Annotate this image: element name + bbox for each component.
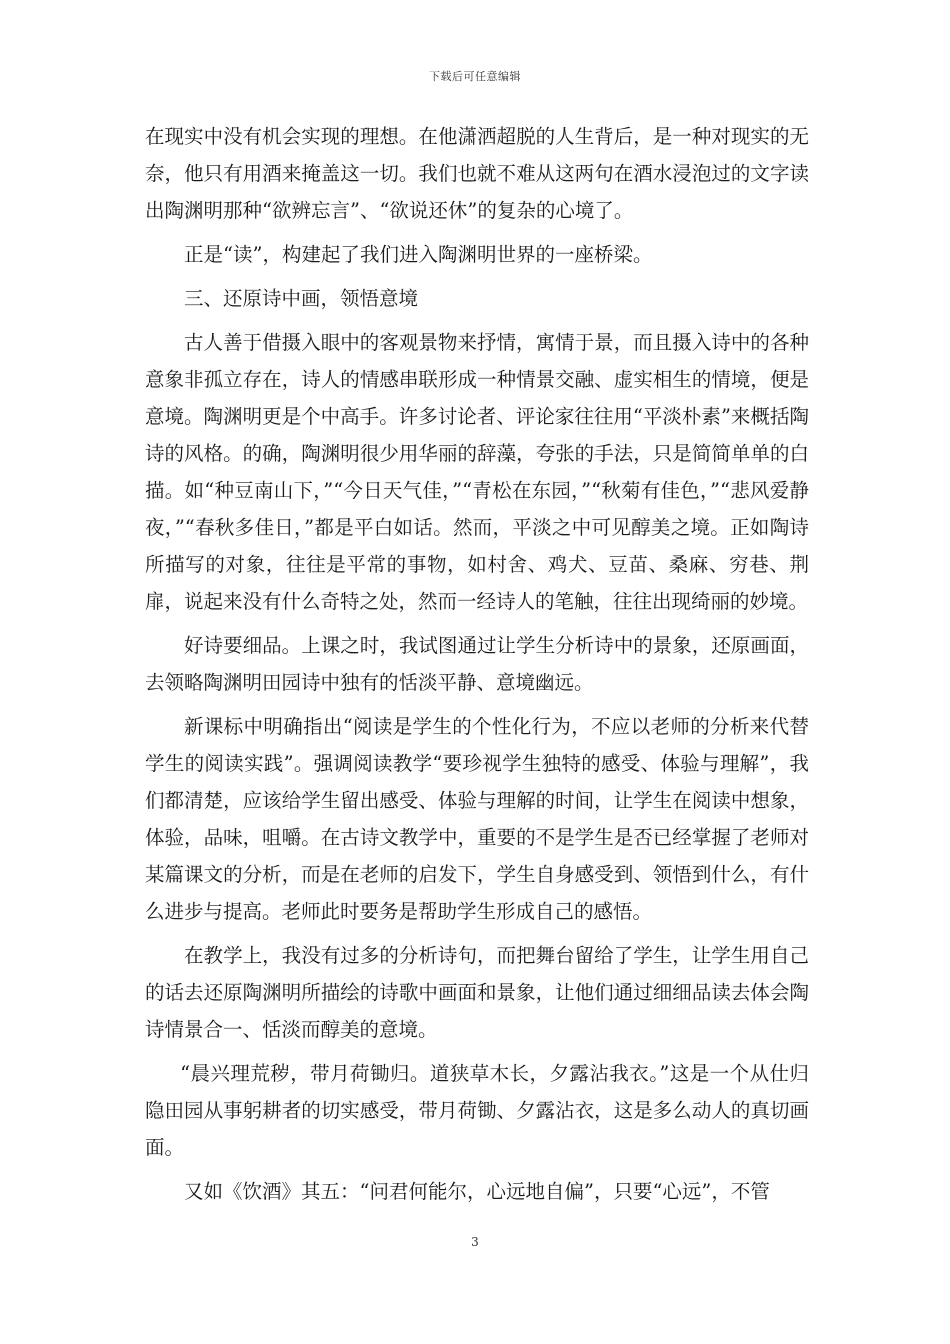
section-heading: 三、还原诗中画，领悟意境	[184, 287, 419, 310]
paragraph: “晨兴理荒秽，带月荷锄归。道狭草木长，夕露沾我衣。”这是一个从仕归隐田园从事躬耕者的切实感受，带月荷锄、夕露沾衣，这是多么动人的真切画面。	[145, 1062, 809, 1159]
paragraph: 正是“读”，构建起了我们进入陶渊明世界的一座桥梁。	[184, 243, 653, 266]
document-body	[145, 118, 809, 1217]
page-number: 3	[471, 1235, 479, 1249]
paragraph: 古人善于借摄入眼中的客观景物来抒情，寓情于景，而且摄入诗中的各种意象非孤立存在，诗人的情感串联形成一种情景交融、虚实相生的情境，便是意境。陶渊明更是个中高手。许多讨论者、评论家往往用“平淡朴素”来概括陶诗的风格。的确，陶渊明很少用华丽的辞藻，夸张的手法，只是简简单单的白描。如“种豆南山下，”“今日天气佳，”“青松在东园，”“秋菊有佳色，”“悲风爱静夜，”“春秋多佳日，”都是平白如话。然而，平淡之中可见醇美之境。正如陶诗所描写的对象，往往是平常的事物，如村舍、鸡犬、豆苗、桑麻、穷巷、荆扉，说起来没有什么奇特之处，然而一经诗人的笔触，往往出现绮丽的妙境。	[145, 331, 809, 613]
page-header: 下载后可任意编辑	[429, 70, 521, 83]
paragraph: 好诗要细品。上课之时，我试图通过让学生分析诗中的景象，还原画面，去领略陶渊明田园诗中独有的恬淡平静、意境幽远。	[145, 634, 809, 694]
paragraph: 新课标中明确指出“阅读是学生的个性化行为，不应以老师的分析来代替学生的阅读实践”。强调阅读教学“要珍视学生独特的感受、体验与理解”，我们都清楚，应该给学生留出感受、体验与理解的时间，让学生在阅读中想象，体验，品味，咀嚼。在古诗文教学中，重要的不是学生是否已经掌握了老师对某篇课文的分析，而是在老师的启发下，学生自身感受到、领悟到什么，有什么进步与提高。老师此时要务是帮助学生形成自己的感悟。	[145, 715, 809, 923]
paragraph: 在教学上，我没有过多的分析诗句，而把舞台留给了学生，让学生用自己的话去还原陶渊明所描绘的诗歌中画面和景象，让他们通过细细品读去体会陶诗情景合一、恬淡而醇美的意境。	[145, 944, 809, 1041]
paragraph: 在现实中没有机会实现的理想。在他潇洒超脱的人生背后，是一种对现实的无奈，他只有用酒来掩盖这一切。我们也就不难从这两句在酒水浸泡过的文字读出陶渊明那种“欲辨忘言”、“欲说还休”的复杂的心境了。	[145, 125, 809, 222]
paragraph: 又如《饮酒》其五：“问君何能尔，心远地自偏”，只要“心远”，不管	[184, 1180, 770, 1203]
